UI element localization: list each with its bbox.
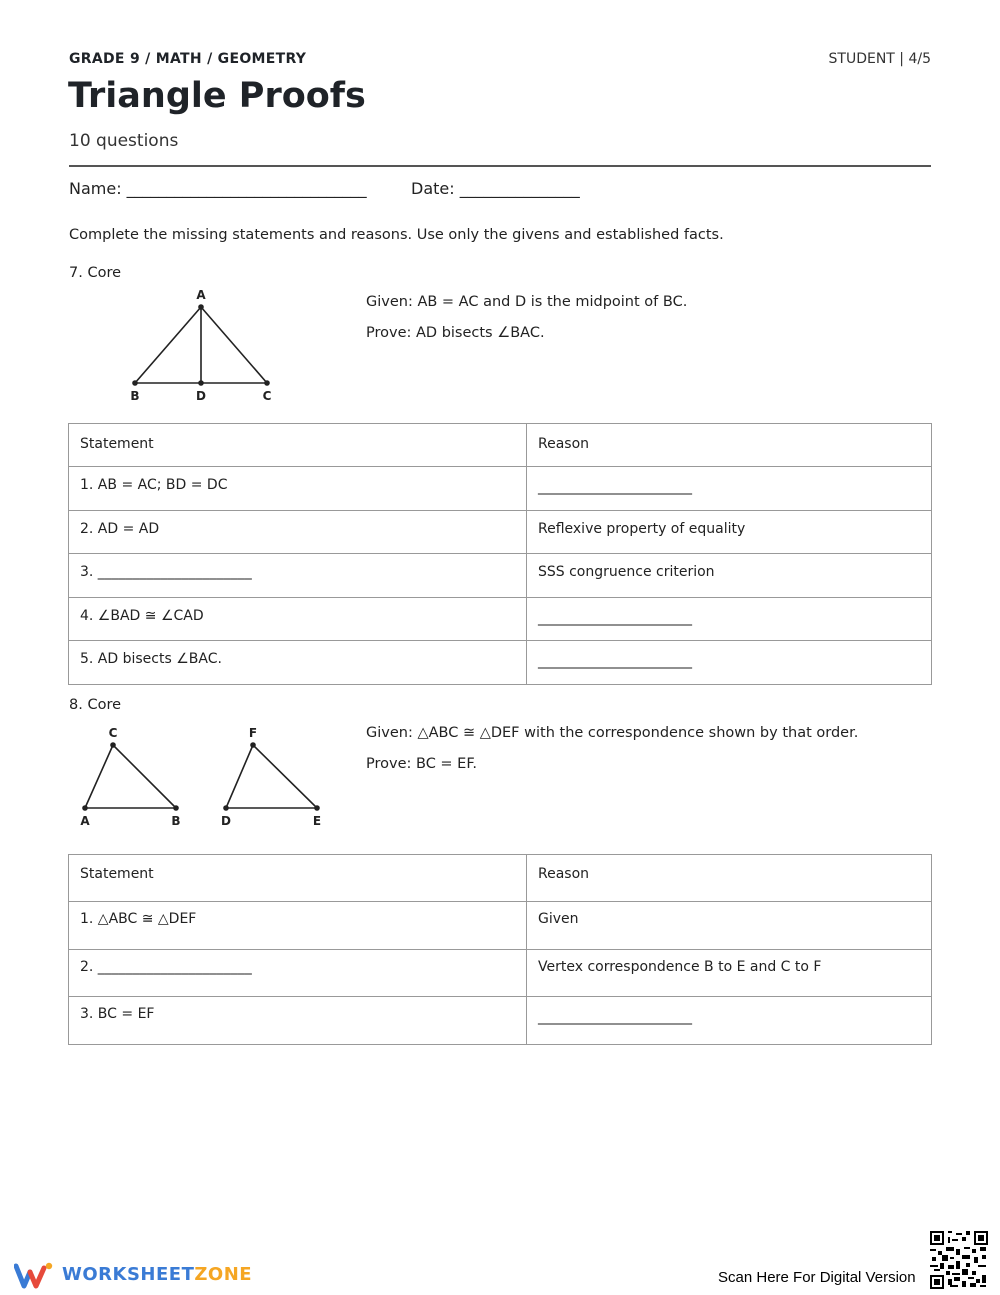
reason-header: Reason (527, 855, 932, 902)
statement-header: Statement (69, 424, 527, 467)
vertex-label-c: C (108, 726, 118, 740)
statement-cell: 4. ∠BAD ≅ ∠CAD (69, 598, 527, 641)
question-7-label: 7. Core (69, 265, 122, 281)
question-7-prove: Prove: AD bisects ∠BAC. (366, 325, 545, 341)
breadcrumb: GRADE 9 / MATH / GEOMETRY (69, 51, 307, 67)
vertex-label-a: A (196, 288, 206, 302)
reason-header: Reason (527, 424, 932, 467)
statement-cell: 3. BC = EF (69, 997, 527, 1045)
question-8-label: 8. Core (69, 697, 122, 713)
table-row (69, 554, 932, 598)
header-divider (69, 165, 931, 167)
brand-name (62, 1264, 252, 1285)
table-row (69, 467, 932, 511)
table-row (69, 997, 932, 1045)
statement-blank[interactable]: 2. ______________________ (69, 950, 527, 997)
statement-cell: 2. AD = AD (69, 511, 527, 554)
vertex-label-a: A (80, 814, 90, 828)
statement-header: Statement (69, 855, 527, 902)
vertex-label-e: E (312, 814, 322, 828)
reason-cell: Vertex correspondence B to E and C to F (527, 950, 932, 997)
table-row (69, 598, 932, 641)
vertex-label-b: B (171, 814, 181, 828)
isosceles-triangle-diagram (120, 285, 290, 407)
vertex-label-d: D (221, 814, 231, 828)
table-row (69, 902, 932, 950)
question-count: 10 questions (69, 131, 179, 151)
reason-blank[interactable]: ______________________ (527, 997, 932, 1045)
name-field[interactable]: Name: ______________________________ (69, 179, 367, 198)
reason-cell: Reflexive property of equality (527, 511, 932, 554)
question-7-proof-table (68, 423, 932, 685)
congruent-triangles-diagram (70, 722, 340, 832)
reason-cell: SSS congruence criterion (527, 554, 932, 598)
scan-text: Scan Here For Digital Version (718, 1269, 916, 1286)
question-8-prove: Prove: BC = EF. (366, 756, 477, 772)
reason-blank[interactable]: ______________________ (527, 467, 932, 511)
worksheetzone-logo-icon (14, 1260, 56, 1290)
question-8-proof-table (68, 854, 932, 1045)
vertex-label-d: D (196, 389, 206, 403)
table-row (69, 511, 932, 554)
statement-blank[interactable]: 3. ______________________ (69, 554, 527, 598)
brand-name-part2: ZONE (194, 1264, 253, 1285)
vertex-label-c: C (262, 389, 272, 403)
instructions: Complete the missing statements and reasons. Use only the givens and established facts. (69, 227, 724, 243)
brand-name-part1: WORKSHEET (62, 1264, 195, 1285)
reason-cell: Given (527, 902, 932, 950)
qr-code-icon[interactable] (930, 1231, 988, 1289)
reason-blank[interactable]: ______________________ (527, 598, 932, 641)
table-row (69, 641, 932, 685)
statement-cell: 5. AD bisects ∠BAC. (69, 641, 527, 685)
page-title: Triangle Proofs (68, 76, 366, 116)
vertex-label-f: F (248, 726, 258, 740)
reason-blank[interactable]: ______________________ (527, 641, 932, 685)
question-8-given: Given: △ABC ≅ △DEF with the correspondence shown by that order. (366, 725, 859, 741)
vertex-label-b: B (130, 389, 140, 403)
table-header-row (69, 855, 932, 902)
date-field[interactable]: Date: _______________ (411, 179, 580, 198)
statement-cell: 1. AB = AC; BD = DC (69, 467, 527, 511)
table-header-row (69, 424, 932, 467)
table-row (69, 950, 932, 997)
question-7-given: Given: AB = AC and D is the midpoint of BC. (366, 294, 688, 310)
page-info: STUDENT | 4/5 (828, 51, 931, 67)
statement-cell: 1. △ABC ≅ △DEF (69, 902, 527, 950)
